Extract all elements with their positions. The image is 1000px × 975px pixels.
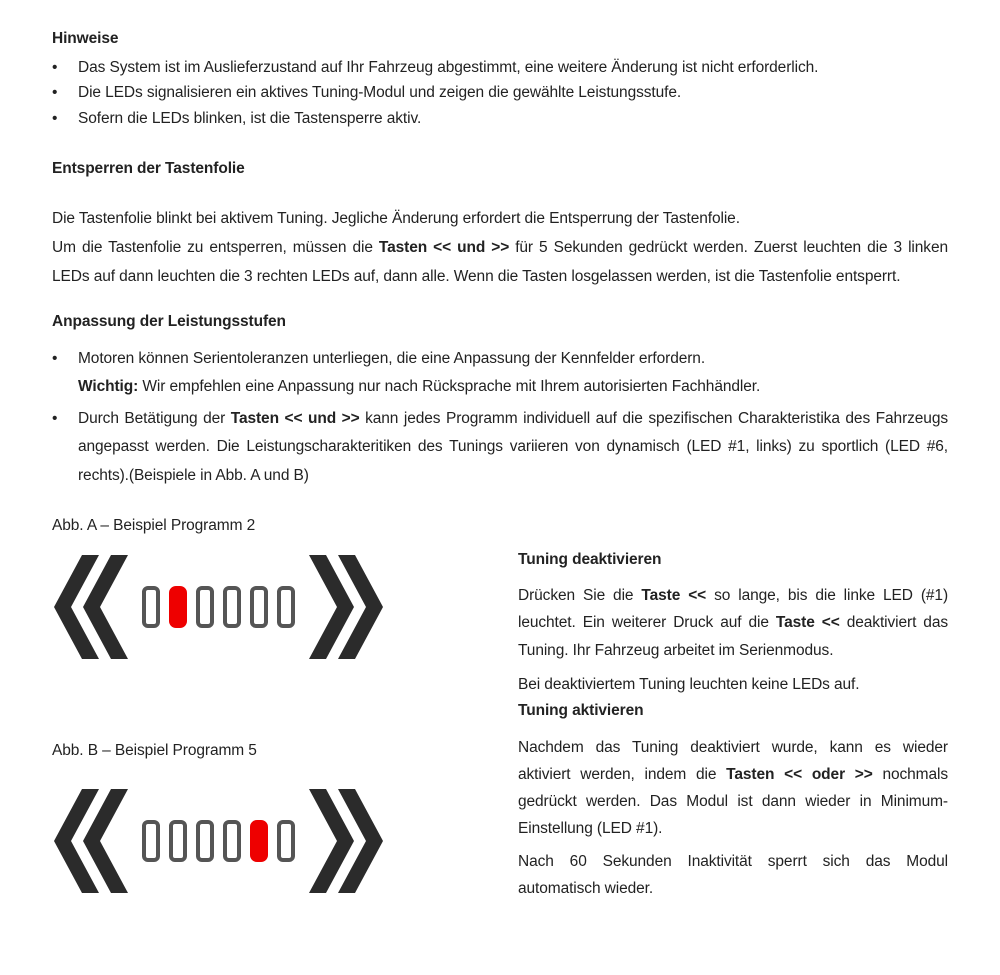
anpassung-list [52, 345, 948, 490]
bullet-marker: • [52, 84, 58, 102]
anpassung-heading: Anpassung der Leistungsstufen [52, 313, 286, 331]
led-indicator-6 [277, 820, 295, 862]
section-entsperren [52, 156, 948, 292]
led-indicator-1 [142, 586, 160, 628]
led-row [142, 820, 295, 862]
section-hinweise [52, 26, 948, 131]
double-chevron-left-icon [52, 789, 128, 893]
paragraph-line: Motoren können Serientoleranzen unterliegen, die eine Anpassung der Kennfelder erfordern. [78, 349, 706, 367]
bullet-marker: • [52, 349, 58, 367]
figures-column [52, 514, 518, 902]
tuning-deaktivieren-heading: Tuning deaktivieren [518, 550, 662, 568]
led-indicator-4 [223, 820, 241, 862]
two-column-area [52, 514, 948, 902]
paragraph-line: Die Tastenfolie blinkt bei aktivem Tuning. Jegliche Änderung erfordert die Entsperrung der Tastenfolie. [52, 210, 740, 228]
instructions-column [518, 547, 948, 902]
figure-b-label: Abb. B – Beispiel Programm 5 [52, 741, 257, 759]
led-indicator-6 [277, 586, 295, 628]
list-item [52, 106, 948, 131]
tuning-deaktivieren-paragraph: Drücken Sie die Taste << so lange, bis die linke LED (#1) leuchtet. Ein weiterer Druck auf die Taste << deaktiviert das Tuning. Ihr Fahrzeug arbeitet im Serienmodus. [518, 587, 949, 659]
list-item [52, 405, 948, 490]
bullet-marker: • [52, 410, 58, 428]
led-indicator-3 [196, 820, 214, 862]
double-chevron-right-icon [309, 555, 385, 659]
paragraph-line: Wichtig: Wir empfehlen eine Anpassung nur nach Rücksprache mit Ihrem autorisierten Fachhändler. [78, 377, 761, 395]
hinweise-heading: Hinweise [52, 30, 119, 47]
led-indicator-3 [196, 586, 214, 628]
figure-a-label: Abb. A – Beispiel Programm 2 [52, 516, 256, 534]
list-item-text: Die LEDs signalisieren ein aktives Tuning-Modul und zeigen die gewählte Leistungsstufe. [78, 84, 682, 102]
list-item-text: Durch Betätigung der Tasten << und >> kann jedes Programm individuell auf die spezifischen Charakteristika des Fahrzeugs angepasst werden. Die Leistungscharakteritiken des Tunings variieren von dynamisch (LED #1, links) zu sportlich (LED #6, rechts).(Beispiele in Abb. A und B) [78, 410, 948, 484]
list-item-text: Das System ist im Auslieferzustand auf Ihr Fahrzeug abgestimmt, eine weitere Änderung ist nicht erforderlich. [78, 59, 819, 77]
led-indicator-2-active [169, 586, 187, 628]
list-item-text: Sofern die LEDs blinken, ist die Tastensperre aktiv. [78, 109, 422, 127]
section-anpassung [52, 309, 948, 489]
tuning-deaktivieren-note: Bei deaktiviertem Tuning leuchten keine LEDs auf. [518, 675, 860, 693]
entsperren-paragraph [52, 204, 948, 291]
led-indicator-5 [250, 586, 268, 628]
figure-b-graphic [52, 789, 518, 893]
led-indicator-4 [223, 586, 241, 628]
figure-a-graphic [52, 555, 518, 659]
tuning-aktivieren-heading: Tuning aktivieren [518, 702, 644, 720]
led-indicator-1 [142, 820, 160, 862]
double-chevron-left-icon [52, 555, 128, 659]
led-indicator-5-active [250, 820, 268, 862]
list-item [52, 55, 948, 80]
list-item [52, 345, 948, 401]
entsperren-heading: Entsperren der Tastenfolie [52, 159, 245, 177]
tuning-aktivieren-note: Nach 60 Sekunden Inaktivität sperrt sich das Modul automatisch wieder. [518, 852, 948, 897]
led-indicator-2 [169, 820, 187, 862]
hinweise-list [52, 55, 948, 130]
paragraph-text: Um die Tastenfolie zu entsperren, müssen die Tasten << und >> für 5 Sekunden gedrückt werden. Zuerst leuchten die 3 linken LEDs auf dann leuchten die 3 rechten LEDs auf, dann alle. Wenn die Tasten losgelassen werden, ist die Tastenfolie entsperrt. [52, 239, 948, 286]
list-item [52, 80, 948, 105]
bullet-marker: • [52, 109, 58, 127]
tuning-aktivieren-paragraph: Nachdem das Tuning deaktiviert wurde, kann es wieder aktiviert werden, indem die Tasten << oder >> nochmals gedrückt werden. Das Modul ist dann wieder in Minimum-Einstellung (LED #1). [518, 738, 948, 838]
double-chevron-right-icon [309, 789, 385, 893]
list-item-text [78, 345, 948, 401]
led-row [142, 586, 295, 628]
bullet-marker: • [52, 59, 58, 77]
